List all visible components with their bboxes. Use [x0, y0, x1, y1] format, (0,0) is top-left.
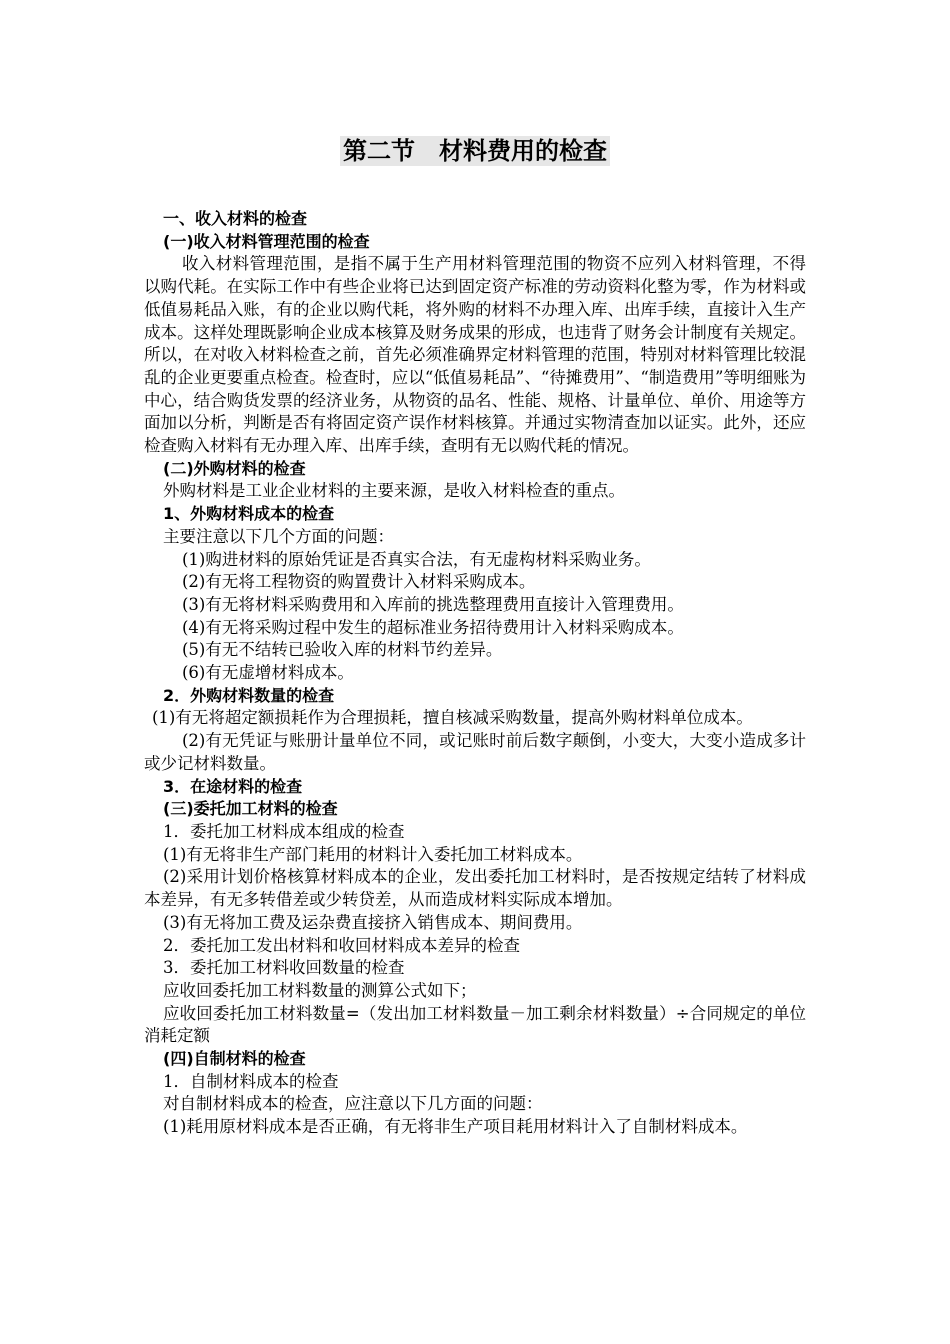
list-item: (6)有无虚增材料成本。 [182, 663, 354, 683]
list-item: (3)有无将加工费及运杂费直接挤入销售成本、期间费用。 [163, 912, 583, 932]
paragraph-processing-quantity: 3．委托加工材料收回数量的检查 [163, 958, 405, 978]
heading-purchase-cost: 1、外购材料成本的检查 [163, 504, 335, 524]
paragraph-processing-variance: 2．委托加工发出材料和收回材料成本差异的检查 [163, 935, 520, 955]
paragraph-scope: 收入材料管理范围，是指不属于生产用材料管理范围的物资不应列入材料管理，不得以购代耗。在实际工作中有些企业将已达到固定资产标准的劳动资料化整为零，作为材料或低值易耗品入账，有的企业以购代耗，将外购的材料不办理入库、出库手续，直接计入生产成本。这样处理既影响企业成本核算及财务成果的形成，也违背了财务会计制度有关规定。所以，在对收入材料检查之前，首先必须准确界定材料管理的范围，特别对材料管理比较混乱的企业更要重点检查。检查时，应以“低值易耗品”、“待摊费用”、“制造费用”等明细账为中心，结合购货发票的经济业务，从物资的品名、性能、规格、计量单位、单价、用途等方面加以分析，判断是否有将固定资产误作材料核算。并通过实物清查加以证实。此外，还应检查购入材料有无办理入库、出库手续，查明有无以购代耗的情况。 [144, 254, 806, 456]
heading-receive-materials: 一、收入材料的检查 [163, 209, 308, 228]
heading-in-transit: 3．在途材料的检查 [163, 776, 303, 796]
list-item: (2)采用计划价格核算材料成本的企业，发出委托加工材料时，是否按规定结转了材料成本差异，有无多转借差或少转贷差，从而造成材料实际成本增加。 [144, 867, 806, 910]
list-item: (1)耗用原材料成本是否正确，有无将非生产项目耗用材料计入了自制材料成本。 [163, 1117, 748, 1137]
list-item: (5)有无不结转已验收入库的材料节约差异。 [182, 640, 503, 660]
heading-purchase-quantity: 2．外购材料数量的检查 [163, 685, 335, 705]
subheading-outsourced-processing: (三)委托加工材料的检查 [163, 799, 338, 819]
formula: 应收回委托加工材料数量=（发出加工材料数量－加工剩余材料数量）÷合同规定的单位消耗定额 [144, 1003, 806, 1046]
section-title: 第二节 材料费用的检查 [0, 134, 950, 168]
list-item: (2)有无将工程物资的购置费计入材料采购成本。 [182, 572, 536, 592]
subheading-scope-check: (一)收入材料管理范围的检查 [163, 231, 370, 251]
list-item: (4)有无将采购过程中发生的超标准业务招待费用计入材料采购成本。 [182, 617, 684, 637]
subheading-self-made: (四)自制材料的检查 [163, 1049, 306, 1069]
paragraph-formula-intro: 应收回委托加工材料数量的测算公式如下； [163, 980, 477, 1000]
subheading-purchased-materials: (二)外购材料的检查 [163, 458, 306, 478]
paragraph-quantity-1: (1)有无将超定额损耗作为合理损耗，擅自核减采购数量，提高外购材料单位成本。 [152, 708, 753, 728]
paragraph-quantity-2: (2)有无凭证与账册计量单位不同，或记账时前后数字颠倒，小变大，大变小造成多计或少记材料数量。 [144, 731, 806, 773]
paragraph-self-made-cost: 1．自制材料成本的检查 [163, 1071, 339, 1091]
paragraph-purchased-intro: 外购材料是工业企业材料的主要来源，是收入材料检查的重点。 [163, 481, 625, 501]
list-item: (1)购进材料的原始凭证是否真实合法，有无虚构材料采购业务。 [182, 549, 651, 569]
list-item: (1)有无将非生产部门耗用的材料计入委托加工材料成本。 [163, 844, 583, 864]
document-body [144, 208, 806, 1139]
paragraph-cost-intro: 主要注意以下几个方面的问题： [163, 526, 394, 546]
paragraph-processing-cost: 1．委托加工材料成本组成的检查 [163, 821, 405, 841]
list-item: (3)有无将材料采购费用和入库前的挑选整理费用直接计入管理费用。 [182, 594, 684, 614]
paragraph-self-made-intro: 对自制材料成本的检查，应注意以下几方面的问题： [163, 1094, 543, 1114]
